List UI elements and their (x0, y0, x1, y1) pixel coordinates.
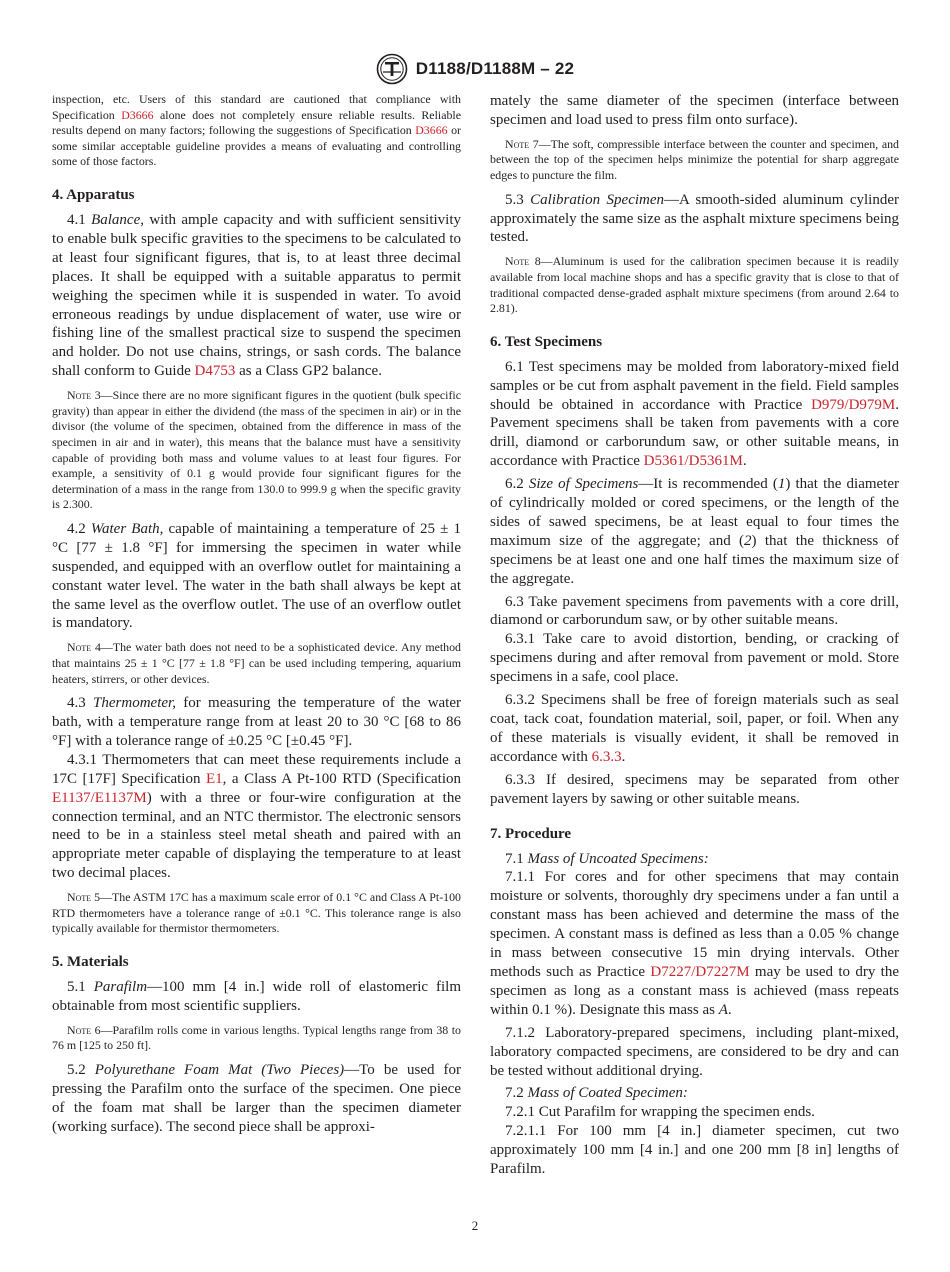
para-6-1: 6.1 Test specimens may be molded from laboratory-mixed field samples or be cut from asphalt pavement in the field. Field samples should be obtained in accordance with Practice D979/D979M. Pavement specimens shall be taken from pavements with a core drill, diamond or carborundum saw, or other suitable means, in accordance with Practice D5361/D5361M. (490, 358, 899, 470)
para-4-3: 4.3 Thermometer, for measuring the temperature of the water bath, with a temperature range from at least 20 to 30 °C [68 to 86 °F] with a tolerance range of ±0.25 °C [±0.45 °F]. (52, 695, 462, 749)
para-7-2-1-1: 7.2.1.1 For 100 mm [4 in.] diameter specimen, cut two approximately 100 mm [4 in.] and one 200 mm [8 in] lengths of Parafilm. (490, 1123, 899, 1178)
water-bath-term: Water Bath, (90, 520, 164, 537)
left-column (52, 92, 461, 1141)
note-8: Note 8—Aluminum is used for the calibration specimen because it is readily available from local machine shops and has a specific gravity that is close to that of traditional compacted dense-graded asphalt mixture specimens (from around 2.64 to 2.81). (490, 254, 899, 316)
ref-link-d5361[interactable]: D5361/D5361M (643, 453, 743, 470)
ref-link-d7227[interactable]: D7227/D7227M (650, 963, 750, 980)
coated-specimen-term: Mass of Coated Specimen: (527, 1085, 688, 1102)
section-7-heading: 7. Procedure (490, 825, 572, 842)
para-6-3-3: 6.3.3 If desired, specimens may be separated from other pavement layers by sawing or other suitable means. (490, 771, 899, 807)
intro-paragraph (52, 92, 461, 170)
para-4-3-1: 4.3.1 Thermometers that can meet these requirements include a 17C [17F] Specification E1, a Class A Pt-100 RTD (Specification E1137/E1137M) with a three or four-wire configuration at the connection terminal, and an NTC thermistor. The electronic sensors need to be in a stainless steel metal sheath and paired with an appropriate meter capable of displaying the temperature to at least two decimal places. (52, 751, 461, 882)
para-6-3: 6.3 Take pavement specimens from pavements with a core drill, diamond or carborundum saw, or by other suitable means. (490, 593, 899, 629)
page-header (0, 52, 950, 86)
para-5-2-continued: mately the same diameter of the specimen (interface between specimen and load used to press film onto surface). (490, 93, 899, 128)
foam-mat-term: Polyurethane Foam Mat (Two Pieces) (94, 1061, 345, 1078)
para-7-1-2: 7.1.2 Laboratory-prepared specimens, including plant-mixed, laboratory compacted specimens, are considered to be dry and can be tested without additional drying. (490, 1024, 899, 1079)
para-7-1-1: 7.1.1 For cores and for other specimens that may contain moisture or solvents, thoroughly dry specimens under a fan until a constant mass has been achieved and determine the mass of the specimen. A constant mass is defined as less than a 0.05 % change in mass between consecutive 15 min drying intervals. Other methods such as Practice D7227/D7227M may be used to dry the specimen as long as a constant mass is achieved (mass repeats within 0.1 %). Designate this mass as A. (490, 869, 900, 1018)
section-4-heading: 4. Apparatus (52, 186, 135, 203)
ref-link-e1137[interactable]: E1137/E1137M (52, 789, 147, 806)
para-5-1: 5.1 Parafilm—100 mm [4 in.] wide roll of elastomeric film obtainable from most scientific suppliers. (52, 978, 462, 1014)
ref-link-d3666[interactable]: D3666 (415, 123, 448, 138)
ref-link-d3666[interactable]: D3666 (121, 107, 154, 122)
calibration-specimen-term: Calibration Specimen (530, 191, 665, 208)
para-6-2: 6.2 Size of Specimens—It is recommended (1) that the diameter of cylindrically molded or cored specimens, or the length of the sides of sawed specimens, be at least equal to four times the maximum size of the aggregate; and (2) that the thickness of specimens be at least one and one half times the maximum size of the aggregate. (490, 476, 900, 587)
para-5-2: 5.2 Polyurethane Foam Mat (Two Pieces)—To be used for pressing the Parafilm onto the surface of the specimen. One piece of the foam mat shall be larger than the specimen diameter (working surface). The second piece shall be approxi- (52, 1061, 462, 1135)
para-5-3: 5.3 Calibration Specimen—A smooth-sided aluminum cylinder approximately the same size as the asphalt mixture specimens being tested. (490, 191, 899, 246)
para-4-2: 4.2 Water Bath, capable of maintaining a temperature of 25 ± 1 °C [77 ± 1.8 °F] for immersing the specimen in water while suspended, and equipped with an overflow outlet for maintaining a constant water level. The water in the bath shall always be kept at the same level as the overflow outlet. The use of an overflow outlet is mandatory. (52, 520, 461, 632)
parafilm-term: Parafilm (93, 978, 148, 995)
ref-link-e1[interactable]: E1 (205, 770, 223, 787)
para-6-3-1: 6.3.1 Take care to avoid distortion, bending, or cracking of specimens during and after removal from pavement or mold. Store specimens in a safe, cool place. (490, 631, 899, 686)
section-6-heading: 6. Test Specimens (490, 333, 603, 350)
uncoated-specimens-term: Mass of Uncoated Specimens: (527, 850, 709, 867)
note-3: Note 3—Since there are no more significant figures in the quotient (bulk specific gravity) than appear in either the dividend (the mass of the specimen in air) or in the divisor (the volume of the specimen, obtained from the difference in mass of the specimen in air and in water), this means that the balance must have a sensitivity capable of providing both mass and volume values to at least four figures. For example, a sensitivity of 0.1 g would provide four significant figures for the determination of a mass in the range from 130.0 to 999.9 g when the specific gravity is 2.300. (52, 388, 461, 512)
section-5-heading: 5. Materials (52, 953, 129, 970)
ref-link-6-3-3[interactable]: 6.3.3 (591, 748, 622, 765)
para-7-2-1: 7.2.1 Cut Parafilm for wrapping the specimen ends. (505, 1104, 815, 1121)
para-6-3-2: 6.3.2 Specimens shall be free of foreign materials such as seal coat, tack coat, foundation material, soil, paper, or foil. When any of these materials is visually evident, it shall be removed in accordance with 6.3.3. (490, 692, 899, 765)
ref-link-d4753[interactable]: D4753 (194, 363, 236, 380)
para-4-1: 4.1 Balance, with ample capacity and with sufficient sensitivity to enable bulk specific gravities to the specimens to be calculated to at least four significant figures, that is, to at least three decimal places. It shall be equipped with a suitable apparatus to permit weighing the specimen while it is suspended in water. To avoid erroneous readings by undue displacement of water, use wire or fishing line of the smallest practical size to suspend the specimen and holder. Do not use chains, strings, or sash cords. The balance shall conform to Guide D4753 as a Class GP2 balance. (52, 211, 462, 380)
note-5: Note 5—The ASTM 17C has a maximum scale error of 0.1 °C and Class A Pt-100 RTD thermometers have a tolerance range of ±0.1 °C. This tolerance range is also typically available for thermistor thermometers. (52, 890, 461, 936)
intro-text: inspection, etc. Users of this standard are cautioned that compliance with Specification D3666 alone does not completely ensure reliable results. Reliable results depend on many factors; following the suggestions of Specification D3666 or some similar acceptable guideline provides a means of evaluating and controlling some of those factors. (52, 92, 461, 169)
page-number: 2 (471, 1218, 479, 1233)
para-7-1: 7.1 Mass of Uncoated Specimens: (505, 850, 709, 867)
note-4: Note 4—The water bath does not need to be a sophisticated device. Any method that maintains 25 ± 1 °C [77 ± 1.8 °F] can be used including tempering, aquarium heaters, stirrers, or other devices. (52, 640, 461, 686)
thermometer-term: Thermometer, (93, 695, 176, 712)
note-7: Note 7—The soft, compressible interface between the counter and specimen, and between the top of the specimen helps minimize the potential for sharp aggregate edges to puncture the film. (490, 136, 899, 182)
size-of-specimens-term: Size of Specimens (528, 476, 639, 493)
para-7-2: 7.2 Mass of Coated Specimen: (505, 1085, 688, 1102)
note-6: Note 6—Parafilm rolls come in various lengths. Typical lengths range from 38 to 76 m [125 to 250 ft]. (52, 1022, 462, 1053)
right-column (490, 92, 899, 1183)
ref-link-d979[interactable]: D979/D979M (811, 396, 896, 413)
document-id: D1188/D1188M – 22 (415, 59, 575, 78)
balance-term: Balance, (91, 211, 144, 228)
astm-logo-icon (376, 53, 408, 85)
